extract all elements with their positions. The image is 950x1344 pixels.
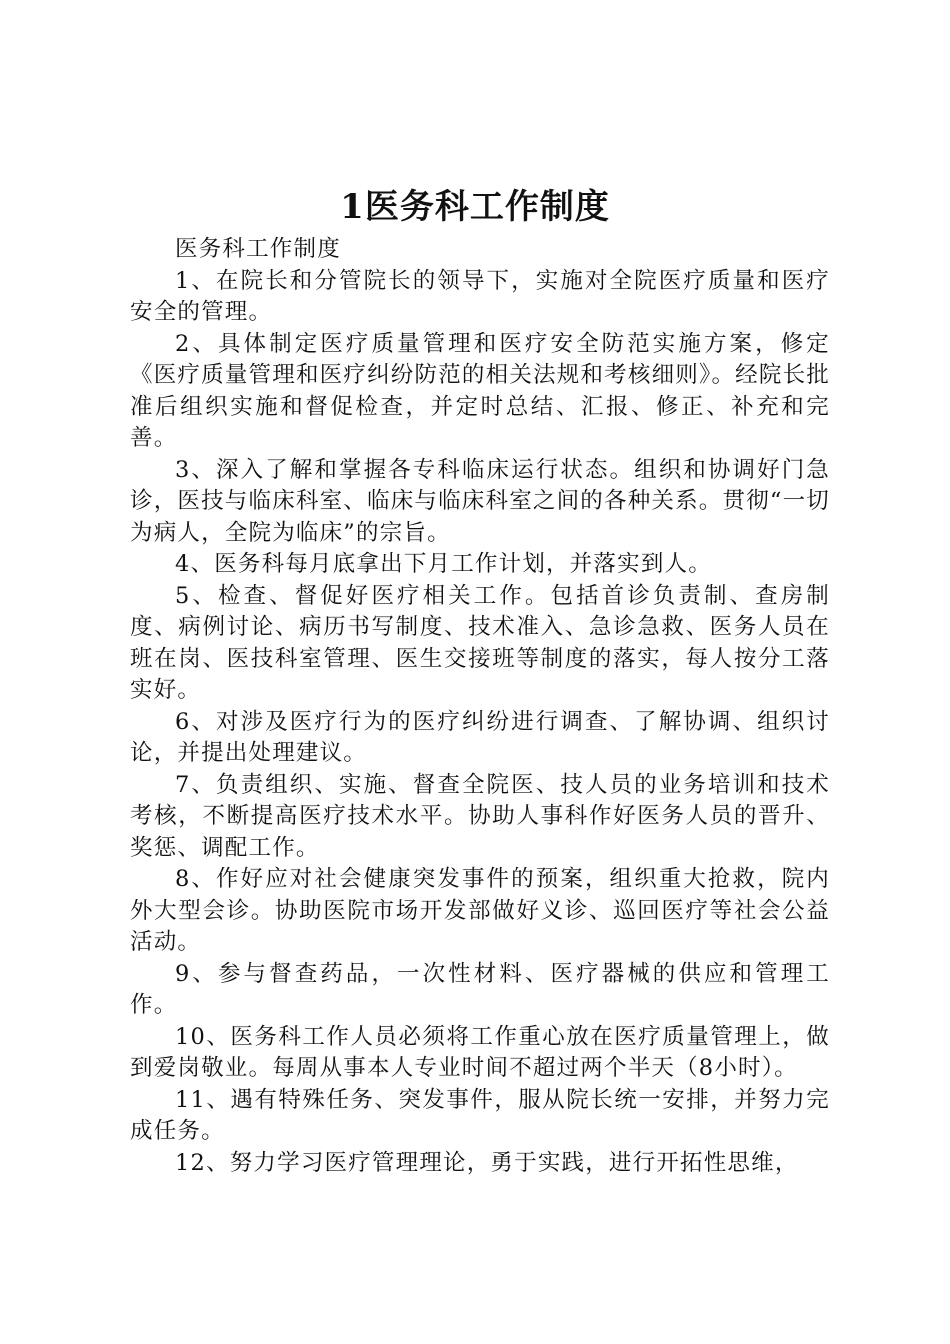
paragraph-1: 1、在院长和分管院长的领导下，实施对全院医疗质量和医疗安全的管理。: [130, 267, 830, 325]
paragraph-10: 10、医务科工作人员必须将工作重心放在医疗质量管理上，做到爱岗敬业。每周从事本人专业时间不超过两个半天（8小时）。: [130, 1023, 830, 1081]
paragraph-9: 9、参与督查药品，一次性材料、医疗器械的供应和管理工作。: [130, 960, 830, 1018]
paragraph-7: 7、负责组织、实施、督查全院医、技人员的业务培训和技术考核，不断提高医疗技术水平。协助人事科作好医务人员的晋升、奖惩、调配工作。: [130, 771, 830, 861]
document-title: 1医务科工作制度: [340, 187, 610, 227]
paragraph-11: 11、遇有特殊任务、突发事件，服从院长统一安排，并努力完成任务。: [130, 1086, 830, 1144]
paragraph-2: 2、具体制定医疗质量管理和医疗安全防范实施方案，修定《医疗质量管理和医疗纠纷防范的相关法规和考核细则》。经院长批准后组织实施和督促检查，并定时总结、汇报、修正、补充和完善。: [130, 330, 830, 451]
paragraph-8: 8、作好应对社会健康突发事件的预案，组织重大抢救，院内外大型会诊。协助医院市场开发部做好义诊、巡回医疗等社会公益活动。: [130, 866, 830, 955]
document-subtitle: 医务科工作制度: [175, 236, 341, 262]
paragraph-3: 3、深入了解和掌握各专科临床运行状态。组织和协调好门急诊，医技与临床科室、临床与临床科室之间的各种关系。贯彻“一切为病人，全院为临床”的宗旨。: [130, 456, 831, 546]
paragraph-12: 12、努力学习医疗管理理论，勇于实践，进行开拓性思维，: [175, 1149, 799, 1176]
paragraph-5: 5、检查、督促好医疗相关工作。包括首诊负责制、查房制度、病例讨论、病历书写制度、技术准入、急诊急救、医务人员在班在岗、医技科室管理、医生交接班等制度的落实，每人按分工落实好。: [130, 582, 830, 703]
paragraph-6: 6、对涉及医疗行为的医疗纠纷进行调查、了解协调、组织讨论，并提出处理建议。: [130, 708, 830, 766]
paragraph-4: 4、医务科每月底拿出下月工作计划，并落实到人。: [175, 551, 712, 577]
document-body: [130, 234, 830, 1179]
